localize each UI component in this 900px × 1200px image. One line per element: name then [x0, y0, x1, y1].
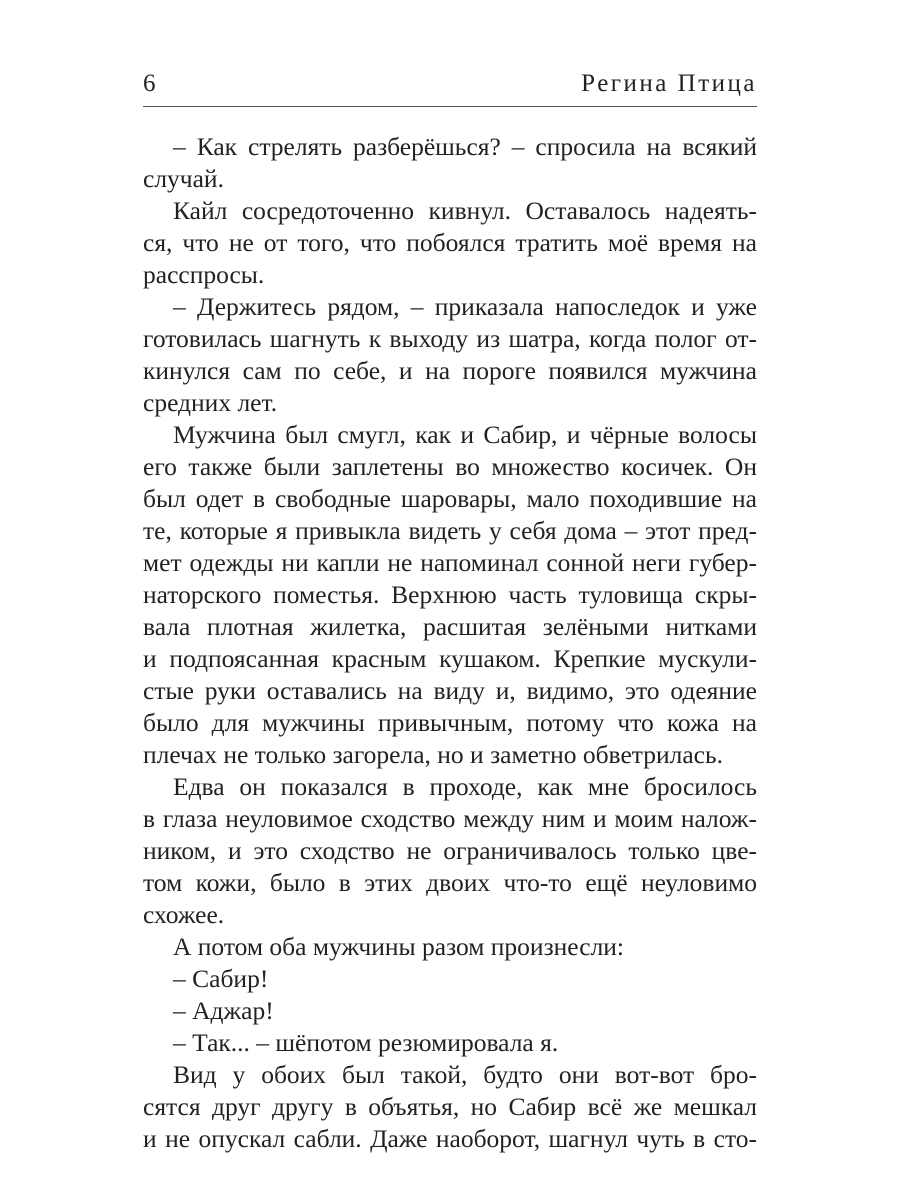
text-line: – Аджар!: [173, 996, 274, 1025]
text-line: Мужчина был смугл, как и Сабир, и чёрные волосы: [173, 420, 757, 449]
text-line: ником, и это сходство не ограничивалось только цве-: [143, 836, 757, 865]
text-line: мет одежды ни капли не напоминал сонной неги губер-: [143, 548, 757, 577]
page-header: [143, 66, 757, 107]
text-line: стые руки оставались на виду и, видимо, это одеяние: [143, 676, 757, 705]
text-line: в глаза неуловимое сходство между ним и моим налож-: [143, 804, 757, 833]
text-line: Едва он показался в проходе, как мне бросилось: [173, 772, 757, 801]
text-line: вала плотная жилетка, расшитая зелёными нитками: [143, 612, 757, 641]
text-line: готовилась шагнуть к выходу из шатра, когда полог от-: [143, 324, 757, 353]
text-line: – Как стрелять разберёшься? – спросила на всякий: [173, 132, 757, 161]
text-line: был одет в свободные шаровары, мало походившие на: [143, 484, 757, 513]
text-line: его также были заплетены во множество косичек. Он: [143, 452, 757, 481]
body-text: [143, 131, 757, 1155]
running-title: Регина Птица: [581, 70, 757, 97]
text-line: те, которые я привыкла видеть у себя дома – этот пред-: [143, 516, 757, 545]
text-line: плечах не только загорела, но и заметно обветрилась.: [143, 740, 723, 769]
page-number: 6: [143, 70, 156, 97]
text-line: А потом оба мужчины разом произнесли:: [173, 932, 625, 961]
text-line: наторского поместья. Верхнюю часть туловища скры-: [143, 580, 757, 609]
text-line: и подпоясанная красным кушаком. Крепкие мускули-: [143, 644, 757, 673]
text-line: том кожи, было в этих двоих что-то ещё неуловимо: [143, 868, 757, 897]
text-line: ся, что не от того, что побоялся тратить моё время на: [143, 228, 757, 257]
text-line: расспросы.: [143, 260, 265, 289]
text-line: и не опускал сабли. Даже наоборот, шагнул чуть в сто-: [143, 1124, 757, 1153]
text-line: Кайл сосредоточенно кивнул. Оставалось надеять-: [173, 196, 757, 225]
text-line: средних лет.: [143, 388, 278, 417]
text-line: случай.: [143, 164, 224, 193]
book-page: [143, 66, 757, 1155]
text-line: – Так... – шёпотом резюмировала я.: [173, 1028, 559, 1057]
text-line: Вид у обоих был такой, будто они вот-вот бро-: [173, 1060, 757, 1089]
text-line: сятся друг другу в объятья, но Сабир всё же мешкал: [143, 1092, 757, 1121]
text-line: – Сабир!: [173, 964, 269, 993]
text-line: кинулся сам по себе, и на пороге появился мужчина: [143, 356, 757, 385]
text-line: схожее.: [143, 900, 225, 929]
text-line: было для мужчины привычным, потому что кожа на: [143, 708, 757, 737]
text-line: – Держитесь рядом, – приказала напоследок и уже: [173, 292, 757, 321]
